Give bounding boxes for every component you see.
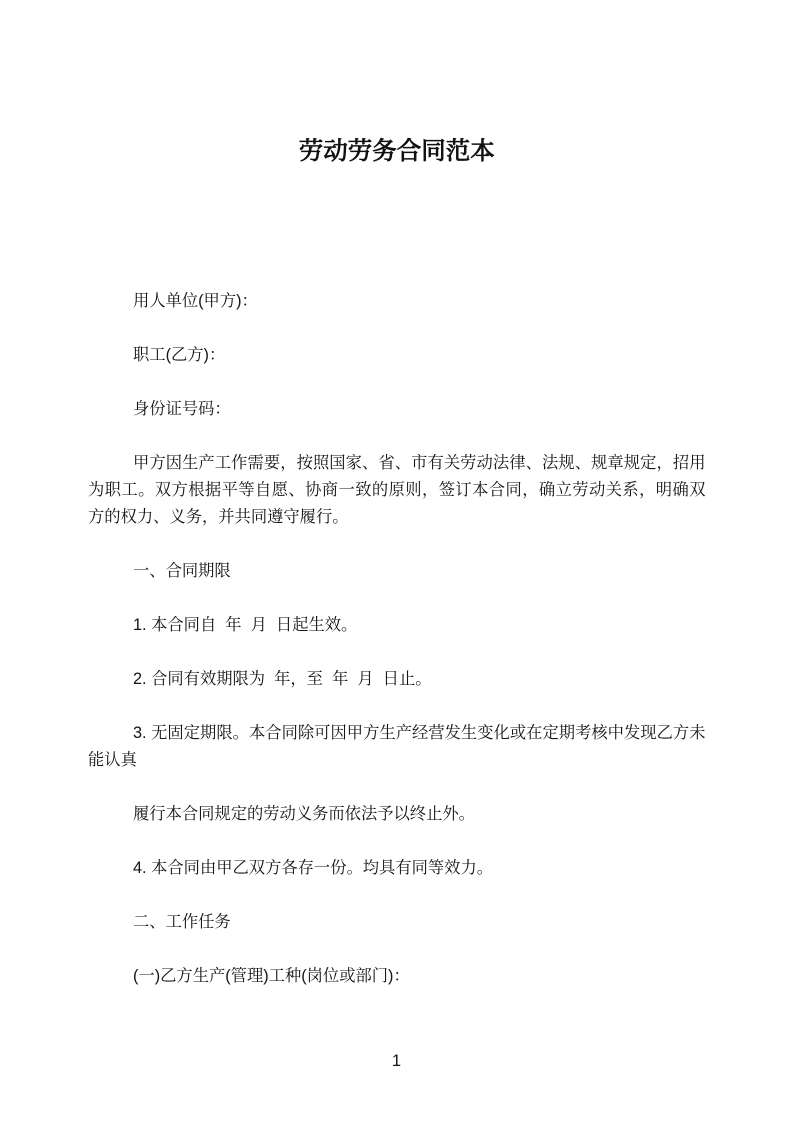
contract-item-3-continuation: 履行本合同规定的劳动义务而依法予以终止外。 [133,805,475,823]
field-id-number: 身份证号码： [133,400,231,418]
contract-item-4: 4. 本合同由甲乙双方各存一份。均具有同等效力。 [133,859,494,877]
preamble-paragraph: 甲方因生产工作需要，按照国家、省、市有关劳动法律、法规、规章规定，招用为职工。双方根据平等自愿、协商一致的原则，签订本合同，确立劳动关系，明确双方的权力、义务，并共同遵守履行。 [88,454,706,526]
section-2-item-1: (一)乙方生产(管理)工种(岗位或部门)： [133,967,410,985]
contract-item-3: 3. 无固定期限。本合同除可因甲方生产经营发生变化或在定期考核中发现乙方未能认真 [88,724,706,769]
page-number: 1 [391,1052,402,1070]
contract-item-2: 2. 合同有效期限为 年，至 年 月 日止。 [133,670,432,688]
field-employer-party-a: 用人单位(甲方)： [133,292,258,310]
contract-item-1: 1. 本合同自 年 月 日起生效。 [133,616,358,634]
section-2-heading: 二、工作任务 [133,913,231,931]
page-title: 劳动劳务合同范本 [298,138,495,165]
section-1-heading: 一、合同期限 [133,562,231,580]
field-employee-party-b: 职工(乙方)： [133,346,226,364]
